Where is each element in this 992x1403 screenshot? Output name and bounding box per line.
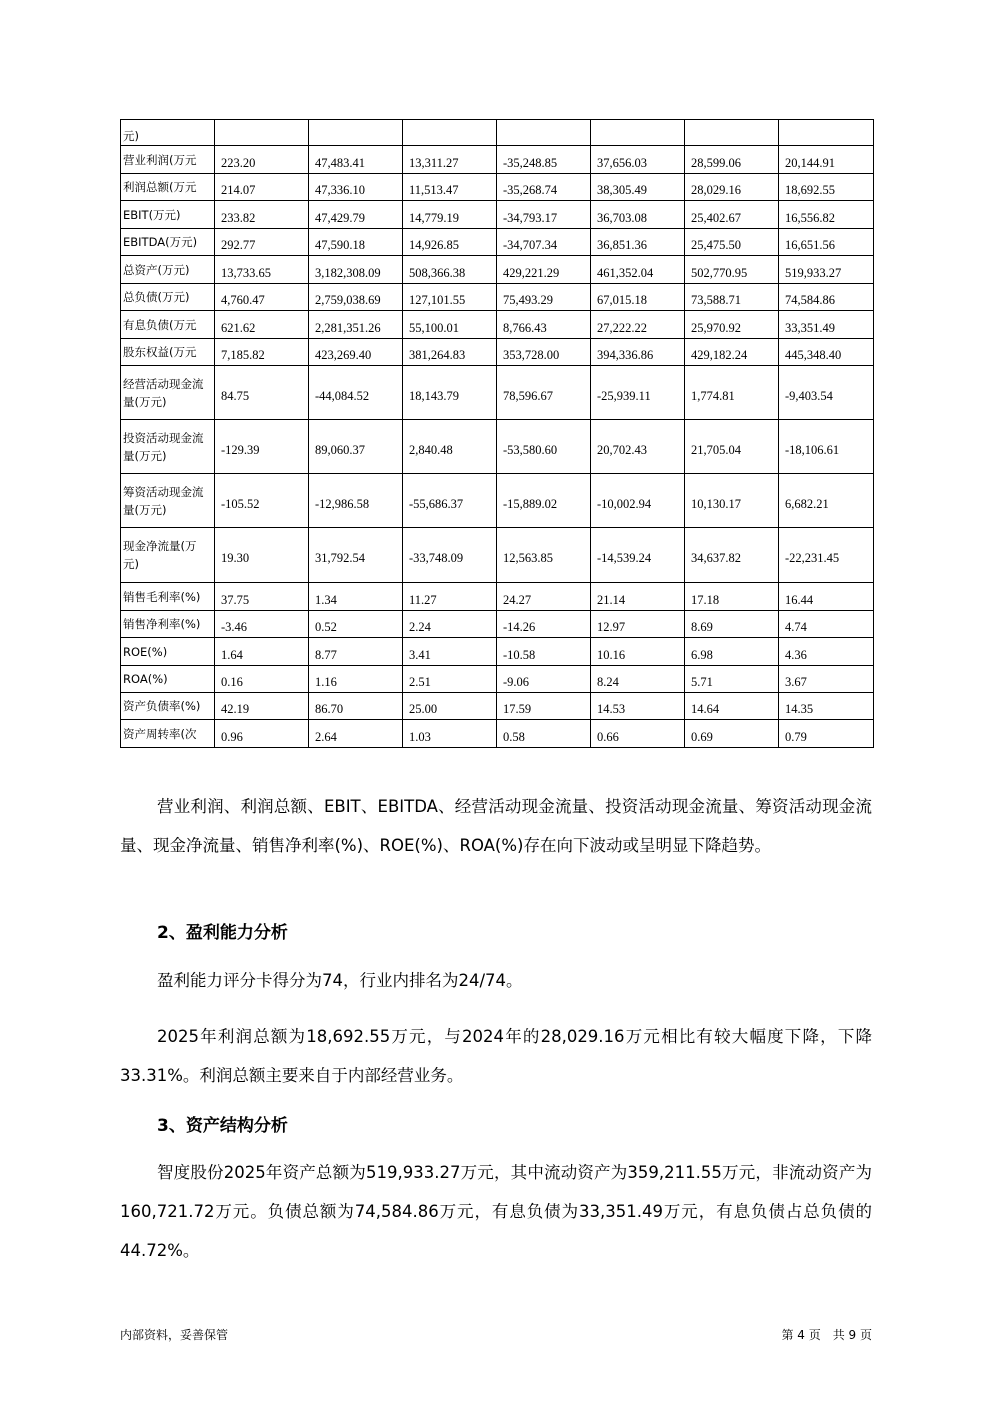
table-cell: 394,336.86 <box>591 339 685 366</box>
table-cell: 18,143.79 <box>403 366 497 420</box>
table-cell: 84.75 <box>215 366 309 420</box>
table-cell: 353,728.00 <box>497 339 591 366</box>
row-label: ROA(%) <box>121 666 215 693</box>
table-cell: 14.35 <box>779 693 874 720</box>
table-cell: 2,281,351.26 <box>309 311 403 339</box>
table-cell: 21.14 <box>591 583 685 611</box>
table-cell: 28,029.16 <box>685 174 779 201</box>
table-cell: 4.74 <box>779 611 874 638</box>
table-cell: -34,793.17 <box>497 201 591 229</box>
table-cell: -55,686.37 <box>403 474 497 528</box>
table-row <box>121 229 874 256</box>
table-cell: 8.77 <box>309 638 403 666</box>
row-label: 有息负债(万元 <box>121 311 215 339</box>
row-label: 利润总额(万元 <box>121 174 215 201</box>
row-label: EBIT(万元) <box>121 201 215 229</box>
table-cell: 14.64 <box>685 693 779 720</box>
table-cell: 25,970.92 <box>685 311 779 339</box>
table-cell: 381,264.83 <box>403 339 497 366</box>
table-cell: 292.77 <box>215 229 309 256</box>
table-row <box>121 311 874 339</box>
table-cell: -12,986.58 <box>309 474 403 528</box>
row-label: 总负债(万元) <box>121 284 215 311</box>
row-label: 经营活动现金流量(万元) <box>121 366 215 420</box>
table-cell: 423,269.40 <box>309 339 403 366</box>
table-cell: 13,733.65 <box>215 256 309 284</box>
table-cell: -44,084.52 <box>309 366 403 420</box>
table-cell: -9.06 <box>497 666 591 693</box>
table-cell: 0.16 <box>215 666 309 693</box>
table-cell: 11,513.47 <box>403 174 497 201</box>
table-cell: 36,851.36 <box>591 229 685 256</box>
row-label: 销售毛利率(%) <box>121 583 215 611</box>
table-cell: -10.58 <box>497 638 591 666</box>
table-cell: 3,182,308.09 <box>309 256 403 284</box>
table-cell: 0.66 <box>591 720 685 748</box>
table-cell: -22,231.45 <box>779 528 874 583</box>
row-label: 销售净利率(%) <box>121 611 215 638</box>
table-cell: 18,692.55 <box>779 174 874 201</box>
table-cell <box>497 120 591 146</box>
table-row <box>121 720 874 748</box>
table-cell: 89,060.37 <box>309 420 403 474</box>
table-cell: 13,311.27 <box>403 146 497 174</box>
table-cell: 20,702.43 <box>591 420 685 474</box>
table-cell: -105.52 <box>215 474 309 528</box>
table-cell: -14.26 <box>497 611 591 638</box>
trend-summary-paragraph: 营业利润、利润总额、EBIT、EBITDA、经营活动现金流量、投资活动现金流量、筹资活动现金流量、现金净流量、销售净利率(%)、ROE(%)、ROA(%)存在向下波动或呈明显下降趋势。 <box>120 797 872 855</box>
row-label: 营业利润(万元 <box>121 146 215 174</box>
table-cell <box>403 120 497 146</box>
table-cell: 74,584.86 <box>779 284 874 311</box>
table-body <box>121 120 874 748</box>
table-cell: 8.24 <box>591 666 685 693</box>
table-cell: 47,429.79 <box>309 201 403 229</box>
table-cell: 14,779.19 <box>403 201 497 229</box>
table-cell: -18,106.61 <box>779 420 874 474</box>
table-cell: -53,580.60 <box>497 420 591 474</box>
table-row <box>121 201 874 229</box>
table-cell: 127,101.55 <box>403 284 497 311</box>
table-cell <box>309 120 403 146</box>
table-cell: 0.58 <box>497 720 591 748</box>
table-cell: 1.03 <box>403 720 497 748</box>
table-cell: 0.79 <box>779 720 874 748</box>
section-heading-asset-structure: 3、资产结构分析 <box>157 1116 288 1136</box>
table-cell: 3.67 <box>779 666 874 693</box>
table-cell: -3.46 <box>215 611 309 638</box>
table-cell: 73,588.71 <box>685 284 779 311</box>
table-row <box>121 146 874 174</box>
table-cell: 28,599.06 <box>685 146 779 174</box>
table-cell: 25.00 <box>403 693 497 720</box>
table-cell: 10,130.17 <box>685 474 779 528</box>
table-cell: 8.69 <box>685 611 779 638</box>
table-cell: 1.64 <box>215 638 309 666</box>
table-cell: 7,185.82 <box>215 339 309 366</box>
table-cell: -9,403.54 <box>779 366 874 420</box>
table-cell: 36,703.08 <box>591 201 685 229</box>
table-cell: 3.41 <box>403 638 497 666</box>
row-label: ROE(%) <box>121 638 215 666</box>
table-cell: 42.19 <box>215 693 309 720</box>
table-row <box>121 120 874 146</box>
table-cell: 2.24 <box>403 611 497 638</box>
table-row <box>121 583 874 611</box>
table-cell: 508,366.38 <box>403 256 497 284</box>
table-cell: 10.16 <box>591 638 685 666</box>
table-row <box>121 611 874 638</box>
table-row <box>121 666 874 693</box>
table-cell: 461,352.04 <box>591 256 685 284</box>
table-cell: 429,221.29 <box>497 256 591 284</box>
table-cell: 20,144.91 <box>779 146 874 174</box>
table-cell: 16,556.82 <box>779 201 874 229</box>
table-cell: 12.97 <box>591 611 685 638</box>
row-label: 筹资活动现金流量(万元) <box>121 474 215 528</box>
table-cell: 0.52 <box>309 611 403 638</box>
table-cell: 24.27 <box>497 583 591 611</box>
financial-metrics-table <box>120 119 874 748</box>
table-cell: 47,590.18 <box>309 229 403 256</box>
table-cell: -15,889.02 <box>497 474 591 528</box>
row-label: 现金净流量(万元) <box>121 528 215 583</box>
table-cell: 34,637.82 <box>685 528 779 583</box>
table-cell: 214.07 <box>215 174 309 201</box>
table-cell: 47,336.10 <box>309 174 403 201</box>
table-cell: 38,305.49 <box>591 174 685 201</box>
table-cell: 25,475.50 <box>685 229 779 256</box>
table-cell: 19.30 <box>215 528 309 583</box>
table-row <box>121 693 874 720</box>
table-cell: 233.82 <box>215 201 309 229</box>
table-cell: -35,248.85 <box>497 146 591 174</box>
table-cell: 31,792.54 <box>309 528 403 583</box>
table-cell: 21,705.04 <box>685 420 779 474</box>
table-cell: 6,682.21 <box>779 474 874 528</box>
footer-page-number: 第 4 页 共 9 页 <box>781 1328 872 1342</box>
table-row <box>121 174 874 201</box>
table-cell: 429,182.24 <box>685 339 779 366</box>
row-label: 资产周转率(次 <box>121 720 215 748</box>
table-cell <box>685 120 779 146</box>
table-cell: 1,774.81 <box>685 366 779 420</box>
table-cell: 75,493.29 <box>497 284 591 311</box>
table-cell: 14.53 <box>591 693 685 720</box>
table-cell: -34,707.34 <box>497 229 591 256</box>
table-cell: 4.36 <box>779 638 874 666</box>
table-cell: 621.62 <box>215 311 309 339</box>
table-cell: 27,222.22 <box>591 311 685 339</box>
table-row <box>121 366 874 420</box>
table-cell: 16,651.56 <box>779 229 874 256</box>
table-cell: -10,002.94 <box>591 474 685 528</box>
table-cell: 14,926.85 <box>403 229 497 256</box>
table-row <box>121 284 874 311</box>
table-cell: -35,268.74 <box>497 174 591 201</box>
table-cell: 67,015.18 <box>591 284 685 311</box>
table-row <box>121 256 874 284</box>
table-cell: -33,748.09 <box>403 528 497 583</box>
table-cell: 6.98 <box>685 638 779 666</box>
table-cell: 0.96 <box>215 720 309 748</box>
table-row <box>121 528 874 583</box>
row-label: 资产负债率(%) <box>121 693 215 720</box>
row-label: 元) <box>121 120 215 146</box>
profit-analysis-paragraph: 2025年利润总额为18,692.55万元，与2024年的28,029.16万元相比有较大幅度下降，下降33.31%。利润总额主要来自于内部经营业务。 <box>120 1027 872 1085</box>
table-cell: -25,939.11 <box>591 366 685 420</box>
row-label: EBITDA(万元) <box>121 229 215 256</box>
table-cell: 11.27 <box>403 583 497 611</box>
table-cell <box>215 120 309 146</box>
section-heading-profitability: 2、盈利能力分析 <box>157 923 288 943</box>
table-cell: 12,563.85 <box>497 528 591 583</box>
table-cell: 25,402.67 <box>685 201 779 229</box>
table-cell: 519,933.27 <box>779 256 874 284</box>
table-cell: 17.18 <box>685 583 779 611</box>
row-label: 股东权益(万元 <box>121 339 215 366</box>
table-cell: 8,766.43 <box>497 311 591 339</box>
table-cell: 1.34 <box>309 583 403 611</box>
table-cell: 33,351.49 <box>779 311 874 339</box>
table-cell: 223.20 <box>215 146 309 174</box>
row-label: 总资产(万元) <box>121 256 215 284</box>
table-cell: 78,596.67 <box>497 366 591 420</box>
table-cell: 37.75 <box>215 583 309 611</box>
table-cell: 47,483.41 <box>309 146 403 174</box>
table-cell: 55,100.01 <box>403 311 497 339</box>
table-cell: 5.71 <box>685 666 779 693</box>
table-row <box>121 474 874 528</box>
table-cell: 2.51 <box>403 666 497 693</box>
table-cell: 2.64 <box>309 720 403 748</box>
table-cell: 16.44 <box>779 583 874 611</box>
table-cell: 4,760.47 <box>215 284 309 311</box>
table-row <box>121 339 874 366</box>
table-cell: 445,348.40 <box>779 339 874 366</box>
table-cell: 0.69 <box>685 720 779 748</box>
table-cell: 2,759,038.69 <box>309 284 403 311</box>
footer-confidential-note: 内部资料，妥善保管 <box>120 1328 229 1342</box>
table-cell: 502,770.95 <box>685 256 779 284</box>
table-cell: 86.70 <box>309 693 403 720</box>
table-cell <box>591 120 685 146</box>
row-label: 投资活动现金流量(万元) <box>121 420 215 474</box>
table-cell: 2,840.48 <box>403 420 497 474</box>
asset-structure-paragraph: 智度股份2025年资产总额为519,933.27万元，其中流动资产为359,211.55万元，非流动资产为160,721.72万元。负债总额为74,584.86万元，有息负债为33,351.49万元，有息负债占总负债的44.72%。 <box>120 1163 872 1260</box>
profitability-score-paragraph: 盈利能力评分卡得分为74，行业内排名为24/74。 <box>157 971 523 990</box>
table-cell: -14,539.24 <box>591 528 685 583</box>
table-cell: 37,656.03 <box>591 146 685 174</box>
table-cell: 1.16 <box>309 666 403 693</box>
table-cell <box>779 120 874 146</box>
table-row <box>121 638 874 666</box>
table-cell: 17.59 <box>497 693 591 720</box>
table-cell: -129.39 <box>215 420 309 474</box>
table-row <box>121 420 874 474</box>
